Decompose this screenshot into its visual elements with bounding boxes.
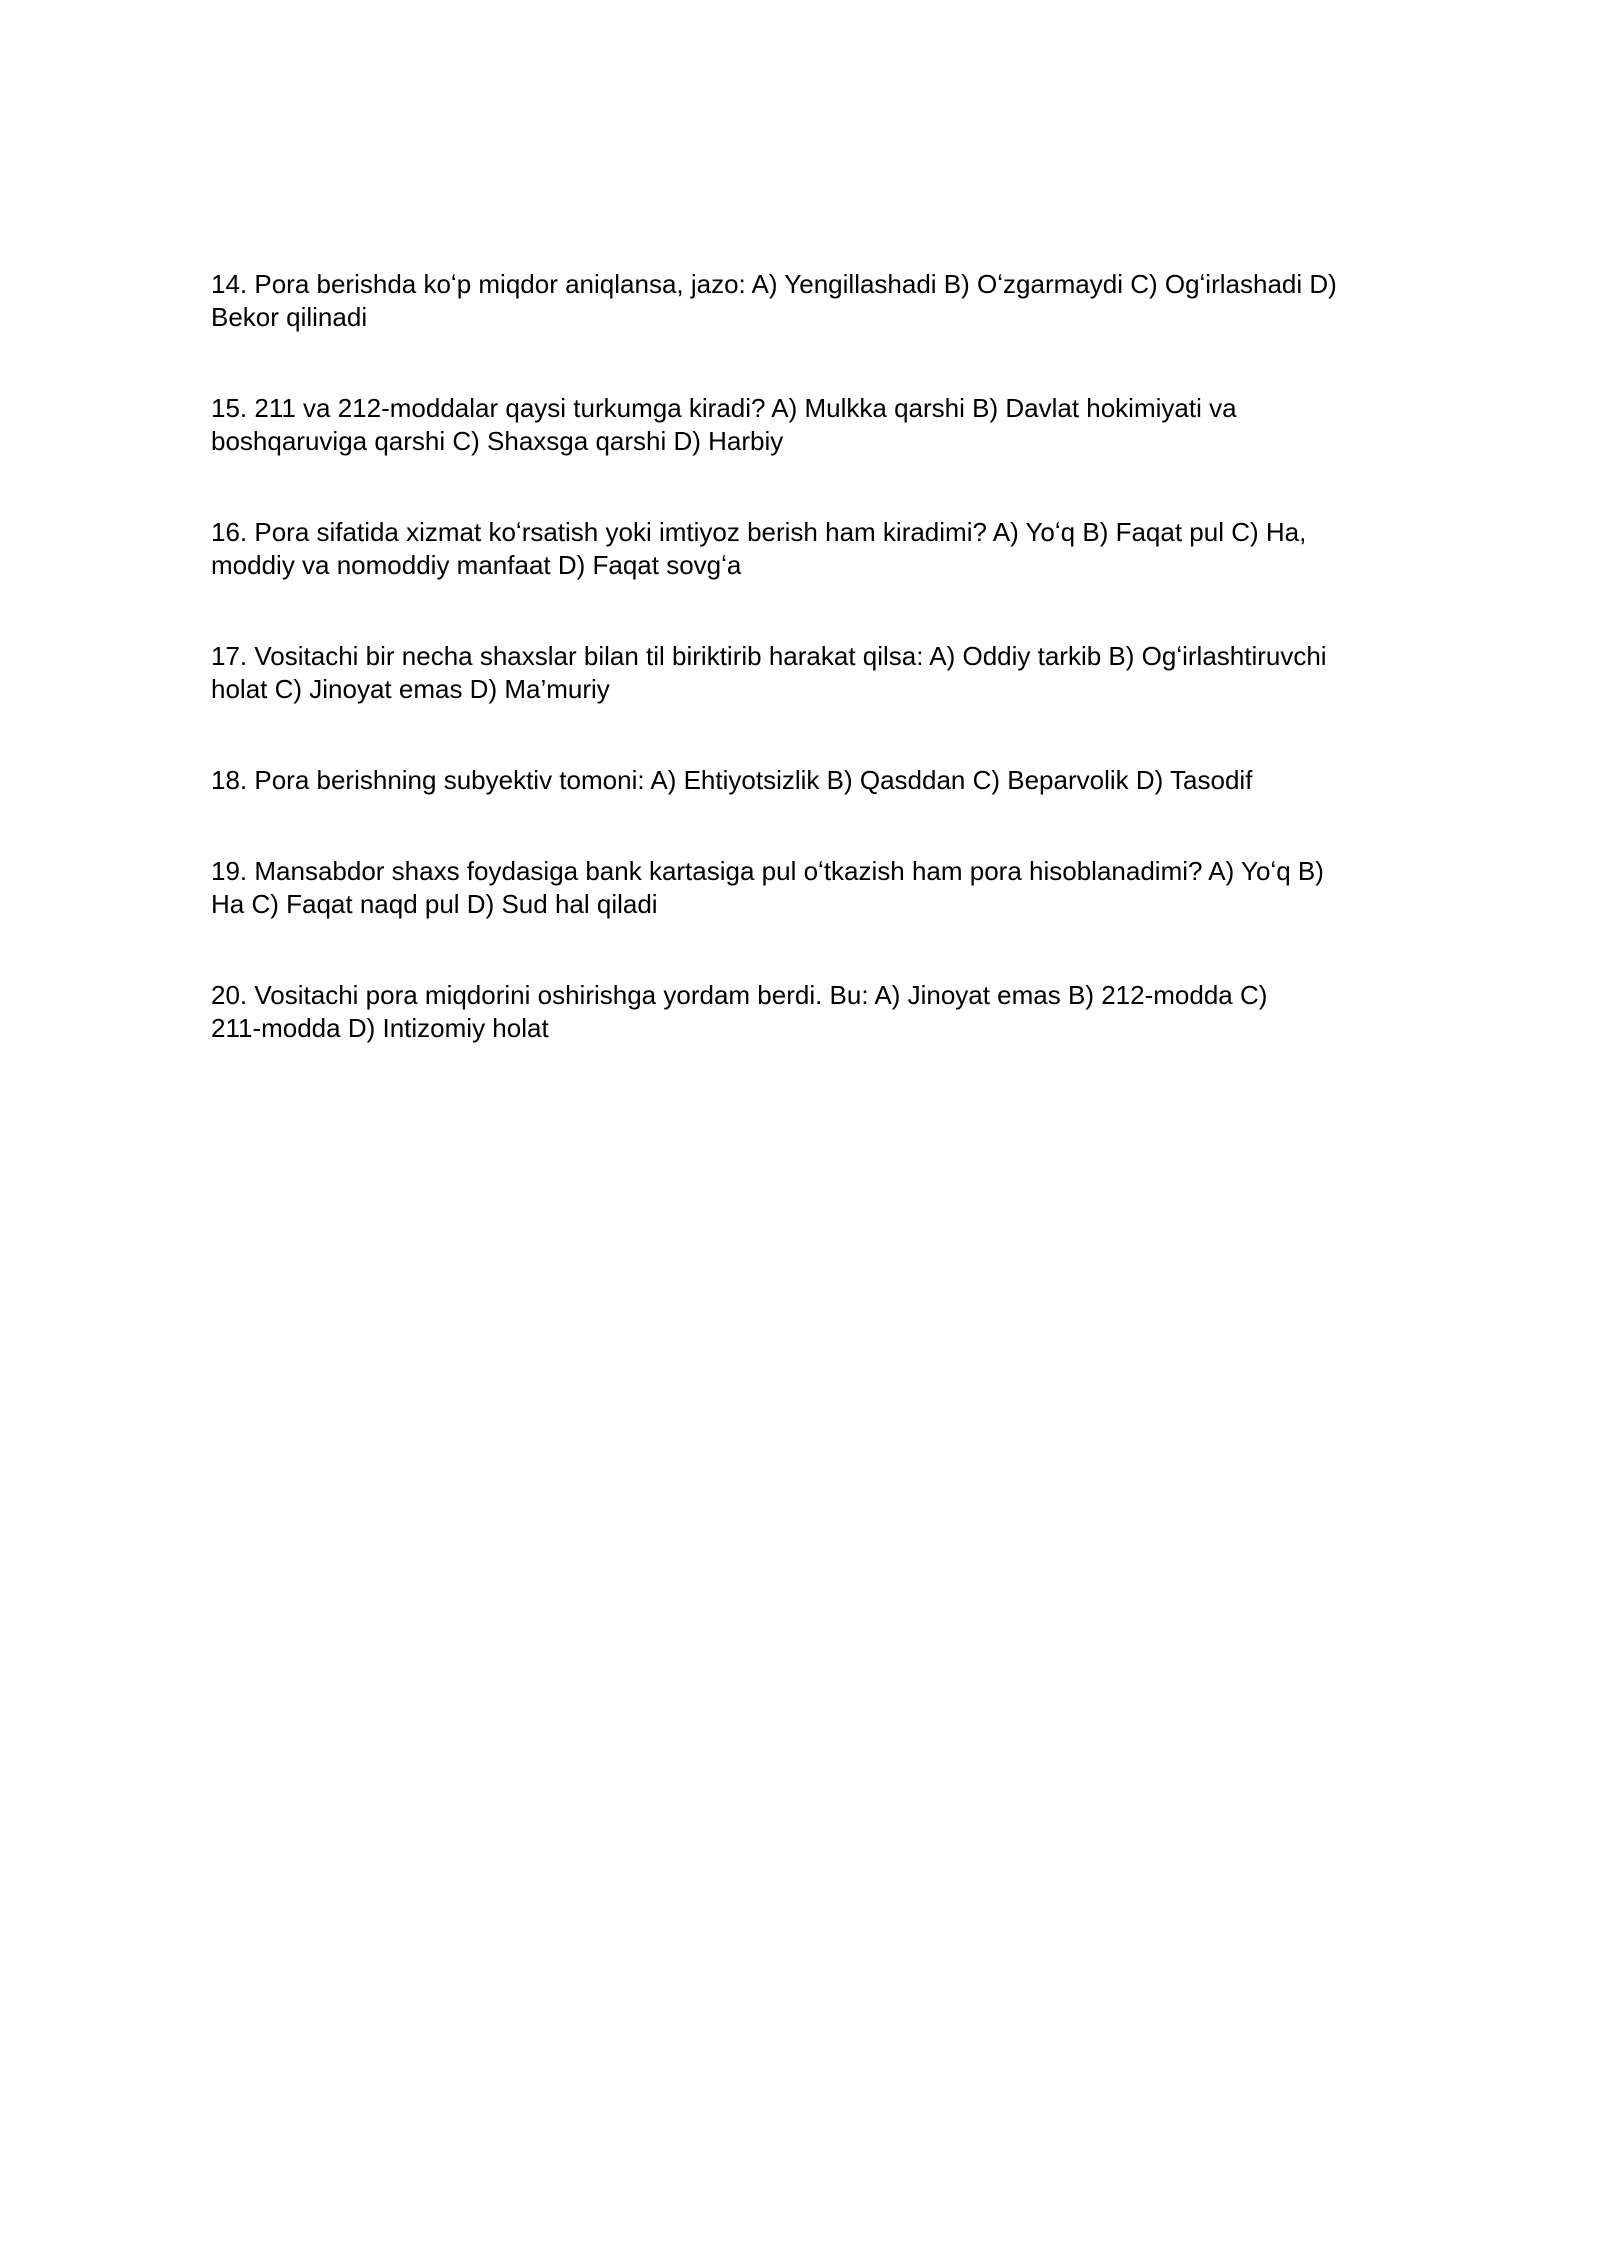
question-text-line: 15. 211 va 212-moddalar qaysi turkumga kiradi? A) Mulkka qarshi B) Davlat hokimiyati va [211, 393, 1237, 423]
question-item [211, 392, 1411, 458]
question-text-line: 16. Pora sifatida xizmat koʻrsatish yoki imtiyoz berish ham kiradimi? A) Yoʻq B) Faqat pul C) Ha, [211, 517, 1307, 547]
question-text-line: 17. Vositachi bir necha shaxslar bilan til biriktirib harakat qilsa: A) Oddiy tarkib B) Ogʻirlashtiruvchi [211, 641, 1327, 671]
question-text-line: 20. Vositachi pora miqdorini oshirishga yordam berdi. Bu: A) Jinoyat emas B) 212-modda C) [211, 980, 1268, 1010]
question-text-line: Bekor qilinadi [211, 302, 368, 332]
question-text-line: moddiy va nomoddiy manfaat D) Faqat sovgʻa [211, 550, 742, 580]
question-item [211, 979, 1411, 1045]
question-text-line: 14. Pora berishda koʻp miqdor aniqlansa, jazo: A) Yengillashadi B) Oʻzgarmaydi C) Ogʻirlashadi D) [211, 269, 1337, 299]
question-text-line: Ha C) Faqat naqd pul D) Sud hal qiladi [211, 889, 658, 919]
question-item [211, 268, 1411, 334]
question-text-line: holat C) Jinoyat emas D) Ma’muriy [211, 674, 610, 704]
question-text-line: 18. Pora berishning subyektiv tomoni: A) Ehtiyotsizlik B) Qasddan C) Beparvolik D) Tasodif [211, 765, 1253, 795]
question-list [211, 268, 1411, 1103]
question-item [211, 516, 1411, 582]
question-text-line: 19. Mansabdor shaxs foydasiga bank kartasiga pul oʻtkazish ham pora hisoblanadimi? A) Yoʻq B) [211, 856, 1324, 886]
question-item [211, 640, 1411, 706]
question-item [211, 855, 1411, 921]
question-text-line: 211-modda D) Intizomiy holat [211, 1013, 549, 1043]
question-text-line: boshqaruviga qarshi C) Shaxsga qarshi D) Harbiy [211, 426, 784, 456]
question-item [211, 764, 1411, 797]
